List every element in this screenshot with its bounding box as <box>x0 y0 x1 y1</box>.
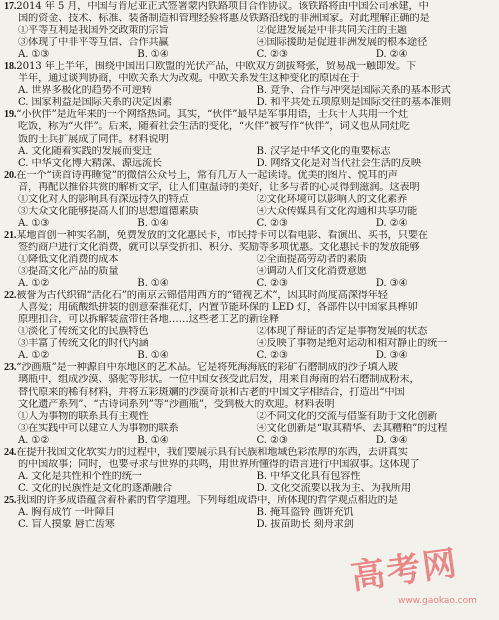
option-item: ④国际援助是促进非洲发展的根本途径 <box>256 37 428 49</box>
question-number: 19. <box>4 109 17 121</box>
option-item: C. 盲人摸象 唇亡齿寒 <box>18 519 115 531</box>
option-row <box>4 194 495 206</box>
option-item: A. 世界多极化的趋势不可逆转 <box>18 85 152 97</box>
option-item: D. 文化交流要以我为主、为我所用 <box>256 482 411 494</box>
question-stem-text: 在提升我国文化软实力的过程中，我们要展示具有民族和地域色彩浓厚的东西，去讲真实 <box>16 446 408 458</box>
option-item: B. 中华文化具有包容性 <box>256 470 361 482</box>
question-stem-line: 的中国故事；同时，也要寻求与世界的共鸣，用世界所懂得的语言进行中国叙事。这体现了 <box>18 458 420 470</box>
option-row <box>4 146 495 158</box>
question-stem-line <box>4 230 495 242</box>
question-stem-line <box>4 1 495 13</box>
answer-choice: C. ②③ <box>256 350 288 362</box>
answer-choice: D. ②④ <box>375 49 408 61</box>
question-stem-text: 某地首创一种实名制，免费发放的文化惠民卡，市民持卡可以看电影、看演出、买书，只要在 <box>16 229 428 241</box>
answer-choice: A. ①② <box>18 434 50 446</box>
question-block <box>4 109 495 169</box>
answer-choices <box>4 350 495 362</box>
question-block <box>4 1 495 61</box>
question-block <box>4 230 495 290</box>
option-item: ②体现了辩证的否定是事物发展的状态 <box>256 326 428 338</box>
question-stem-text: 被誉为古代织锦“活化石”的南京云锦借用西方的“错视艺术”，因其时尚度高深得年轻 <box>16 290 388 302</box>
option-item: A. 文化是共性和个性的统一 <box>18 470 142 482</box>
question-stem-line: 人喜爱；用硫酸纸拼装的创意秦淮花灯，内置节能环保的 LED 灯，各部件以中国家具榫卯 <box>18 302 418 314</box>
answer-choice: C. ②③ <box>256 434 288 446</box>
question-number: 23. <box>4 362 17 374</box>
option-item: D. 和平共处五项原则是国际交往的基本准则 <box>256 97 452 109</box>
question-block <box>4 290 495 362</box>
question-number: 18. <box>4 61 17 73</box>
answer-choices <box>4 218 495 230</box>
option-item: C. 中华文化博大精深、源远流长 <box>18 157 162 169</box>
option-item: D. 网络文化是对当代社会生活的反映 <box>256 157 421 169</box>
question-stem-text: 在一个“读首诗再睡觉”的微信公众号上，常有几万人一起读诗。优美的图片、悦耳的声 <box>16 169 398 181</box>
answer-choices <box>4 278 495 290</box>
answer-choice: B. ①④ <box>137 350 169 362</box>
option-item: ④文化创新是“取其精华、去其糟粕”的过程 <box>256 422 448 434</box>
option-item: A. 文化随着实践的发展而变迁 <box>18 145 152 157</box>
option-item: ③体现了中非平等互信、合作共赢 <box>18 37 169 49</box>
option-row <box>4 254 495 266</box>
question-stem-text: “沙画瓶”是一种源自中东地区的艺术品。它是将死海海底的彩矿石磨制成的沙子填入玻 <box>16 362 398 374</box>
watermark-url: www.gaokao.com <box>398 596 477 606</box>
answer-choice: B. ①④ <box>137 278 169 290</box>
answer-choice: B. ①④ <box>137 49 169 61</box>
question-stem-line: 原理扣合，可以拆解装盒带往各地……这些老工艺的新诠释 <box>18 314 279 326</box>
option-row <box>4 266 495 278</box>
answer-choice: A. ①② <box>18 350 50 362</box>
option-row <box>4 206 495 218</box>
option-row <box>4 25 495 37</box>
option-item: C. 国家利益是国际关系的决定因素 <box>18 97 172 109</box>
answer-choice: C. ②③ <box>256 278 288 290</box>
option-item: ②促进发展是中非共同关注的主题 <box>256 25 408 37</box>
option-item: A. 胸有成竹 一叶障目 <box>18 506 115 518</box>
question-number: 20. <box>4 169 17 181</box>
question-stem-line: 饭的士兵扩展成了同伴。材料说明 <box>18 133 169 145</box>
question-block <box>4 495 495 531</box>
option-item: ③丰富了传统文化的时代内涵 <box>18 338 149 350</box>
question-stem-line <box>4 447 495 459</box>
option-item: ③大众文化能够提高人们的思想道德素质 <box>18 205 199 217</box>
answer-choice: C. ②③ <box>256 217 288 229</box>
option-row <box>4 519 495 531</box>
answer-choice: D. ③④ <box>375 278 408 290</box>
question-number: 25. <box>4 494 17 506</box>
question-stem-line: 签约商户进行文化消费，就可以享受折扣、积分、奖励等多项优惠。文化惠民卡的发放能够 <box>18 241 420 253</box>
question-block <box>4 362 495 446</box>
option-item: ①降低文化消费的成本 <box>18 253 119 265</box>
option-item: ②全面提高劳动者的素质 <box>256 253 367 265</box>
answer-choice: B. ①④ <box>137 434 169 446</box>
answer-choices <box>4 49 495 61</box>
question-number: 24. <box>4 446 17 458</box>
answer-choice: D. ③④ <box>375 350 408 362</box>
question-stem-line <box>4 362 495 374</box>
option-item: C. 文化的民族性是文化的逐渐融合 <box>18 482 172 494</box>
option-item: B. 汉字是中华文化的重要标志 <box>256 145 391 157</box>
answer-choice: B. ①④ <box>137 217 169 229</box>
answer-choice: A. ①② <box>18 278 50 290</box>
option-row <box>4 483 495 495</box>
question-block <box>4 61 495 109</box>
question-block <box>4 447 495 495</box>
option-row <box>4 326 495 338</box>
option-item: ①淡化了传统文化的民族特色 <box>18 326 149 338</box>
option-item: ②不同文化的交流与借鉴有助于文化创新 <box>256 410 438 422</box>
option-item: ③提高文化产品的质量 <box>18 266 119 278</box>
option-row <box>4 37 495 49</box>
question-stem-line: 半年，通过谈判协商，中欧关系大为改观。中欧关系发生这种变化的原因在于 <box>18 73 360 85</box>
question-number: 22. <box>4 290 17 302</box>
option-item: B. 竞争、合作与冲突是国际关系的基本形式 <box>256 85 451 97</box>
option-row <box>4 158 495 170</box>
option-item: ④调动人们文化消费意愿 <box>256 266 367 278</box>
option-row <box>4 423 495 435</box>
question-stem-text: “小伙伴”是近年来的一个网络热词。其实，“伙伴”最早是军事用语，士兵十人共用一个灶 <box>16 109 408 121</box>
option-row <box>4 507 495 519</box>
exam-page <box>4 1 495 531</box>
question-block <box>4 170 495 230</box>
option-row <box>4 338 495 350</box>
question-stem-text: 我国的许多成语蕴含着朴素的哲学道理。下列每组成语中，所体现的哲学观点相近的是 <box>16 494 398 506</box>
question-stem-line <box>4 61 495 73</box>
question-number: 21. <box>4 229 17 241</box>
question-stem-line: 音，再配以推俗共赏的解析文字，让人们重温诗的美好，让多与者的心灵得到滋润。这表明 <box>18 181 420 193</box>
option-item: ①平等互利是我国外交政策的宗旨 <box>18 25 169 37</box>
option-row <box>4 411 495 423</box>
option-item: ③在实践中可以建立人为事物的联系 <box>18 422 179 434</box>
answer-choices <box>4 435 495 447</box>
answer-choice: D. ②④ <box>375 217 408 229</box>
question-stem-line: 文化遗产系列”、“古诗词系列”等“沙画瓶”，受到极大的欢迎。材料表明 <box>18 398 335 410</box>
question-stem-line: 吃饭，称为“火伴”。后来，随着社会生活的变化，“火伴”被写作“伙伴”，词义也从同灶吃 <box>18 121 410 133</box>
question-stem-line <box>4 170 495 182</box>
question-stem-line <box>4 495 495 507</box>
answer-choice: C. ②③ <box>256 49 288 61</box>
option-row <box>4 97 495 109</box>
question-stem-line <box>4 290 495 302</box>
question-stem-line: 璃瓶中，组成沙漠、骆驼等形状。一位中国女孩受此启发，用来自海南的岩石磨制成粉末， <box>18 374 420 386</box>
question-stem-line: 国的资金、技术、标准、装备制造和管理经验将惠及铁路沿线的非洲国家。对此理解正确的是 <box>18 13 430 25</box>
option-row <box>4 85 495 97</box>
answer-choice: A. ①③ <box>18 217 50 229</box>
option-item: ②文化环境可以影响人的文化素养 <box>256 193 408 205</box>
answer-choice: A. ①③ <box>18 49 50 61</box>
option-item: ①文化对人的影响具有深远持久的特点 <box>18 193 189 205</box>
watermark-logo: 高考网 <box>348 543 461 598</box>
answer-choice: D. ③④ <box>375 434 408 446</box>
question-stem-line <box>4 109 495 121</box>
question-stem-text: 2014 年 5 月，中国与肯尼亚正式签署蒙内铁路项目合作协议。该铁路将由中国公司承建，中 <box>16 1 429 12</box>
option-item: ④反映了事物是绝对运动和相对静止的统一 <box>256 338 448 350</box>
option-item: ①人为事物的联系具有主观性 <box>18 410 149 422</box>
question-number: 17. <box>4 1 17 12</box>
option-item: ④大众传媒具有文化沟通和共享功能 <box>256 205 418 217</box>
option-item: D. 拔苗助长 刻舟求剑 <box>256 519 354 531</box>
question-stem-text: 2013 年上半年，围绕中国出口欧盟的光伏产品，中欧双方剑拔弩张，贸易战一触即发。下 <box>16 61 417 73</box>
option-row <box>4 471 495 483</box>
option-item: B. 掩耳盗铃 画饼充饥 <box>256 506 354 518</box>
question-stem-line: 替代原来的稀有材料，并将五彩斑斓的沙漠奇景和古老的中国文字相结合，打造出“中国 <box>18 386 405 398</box>
